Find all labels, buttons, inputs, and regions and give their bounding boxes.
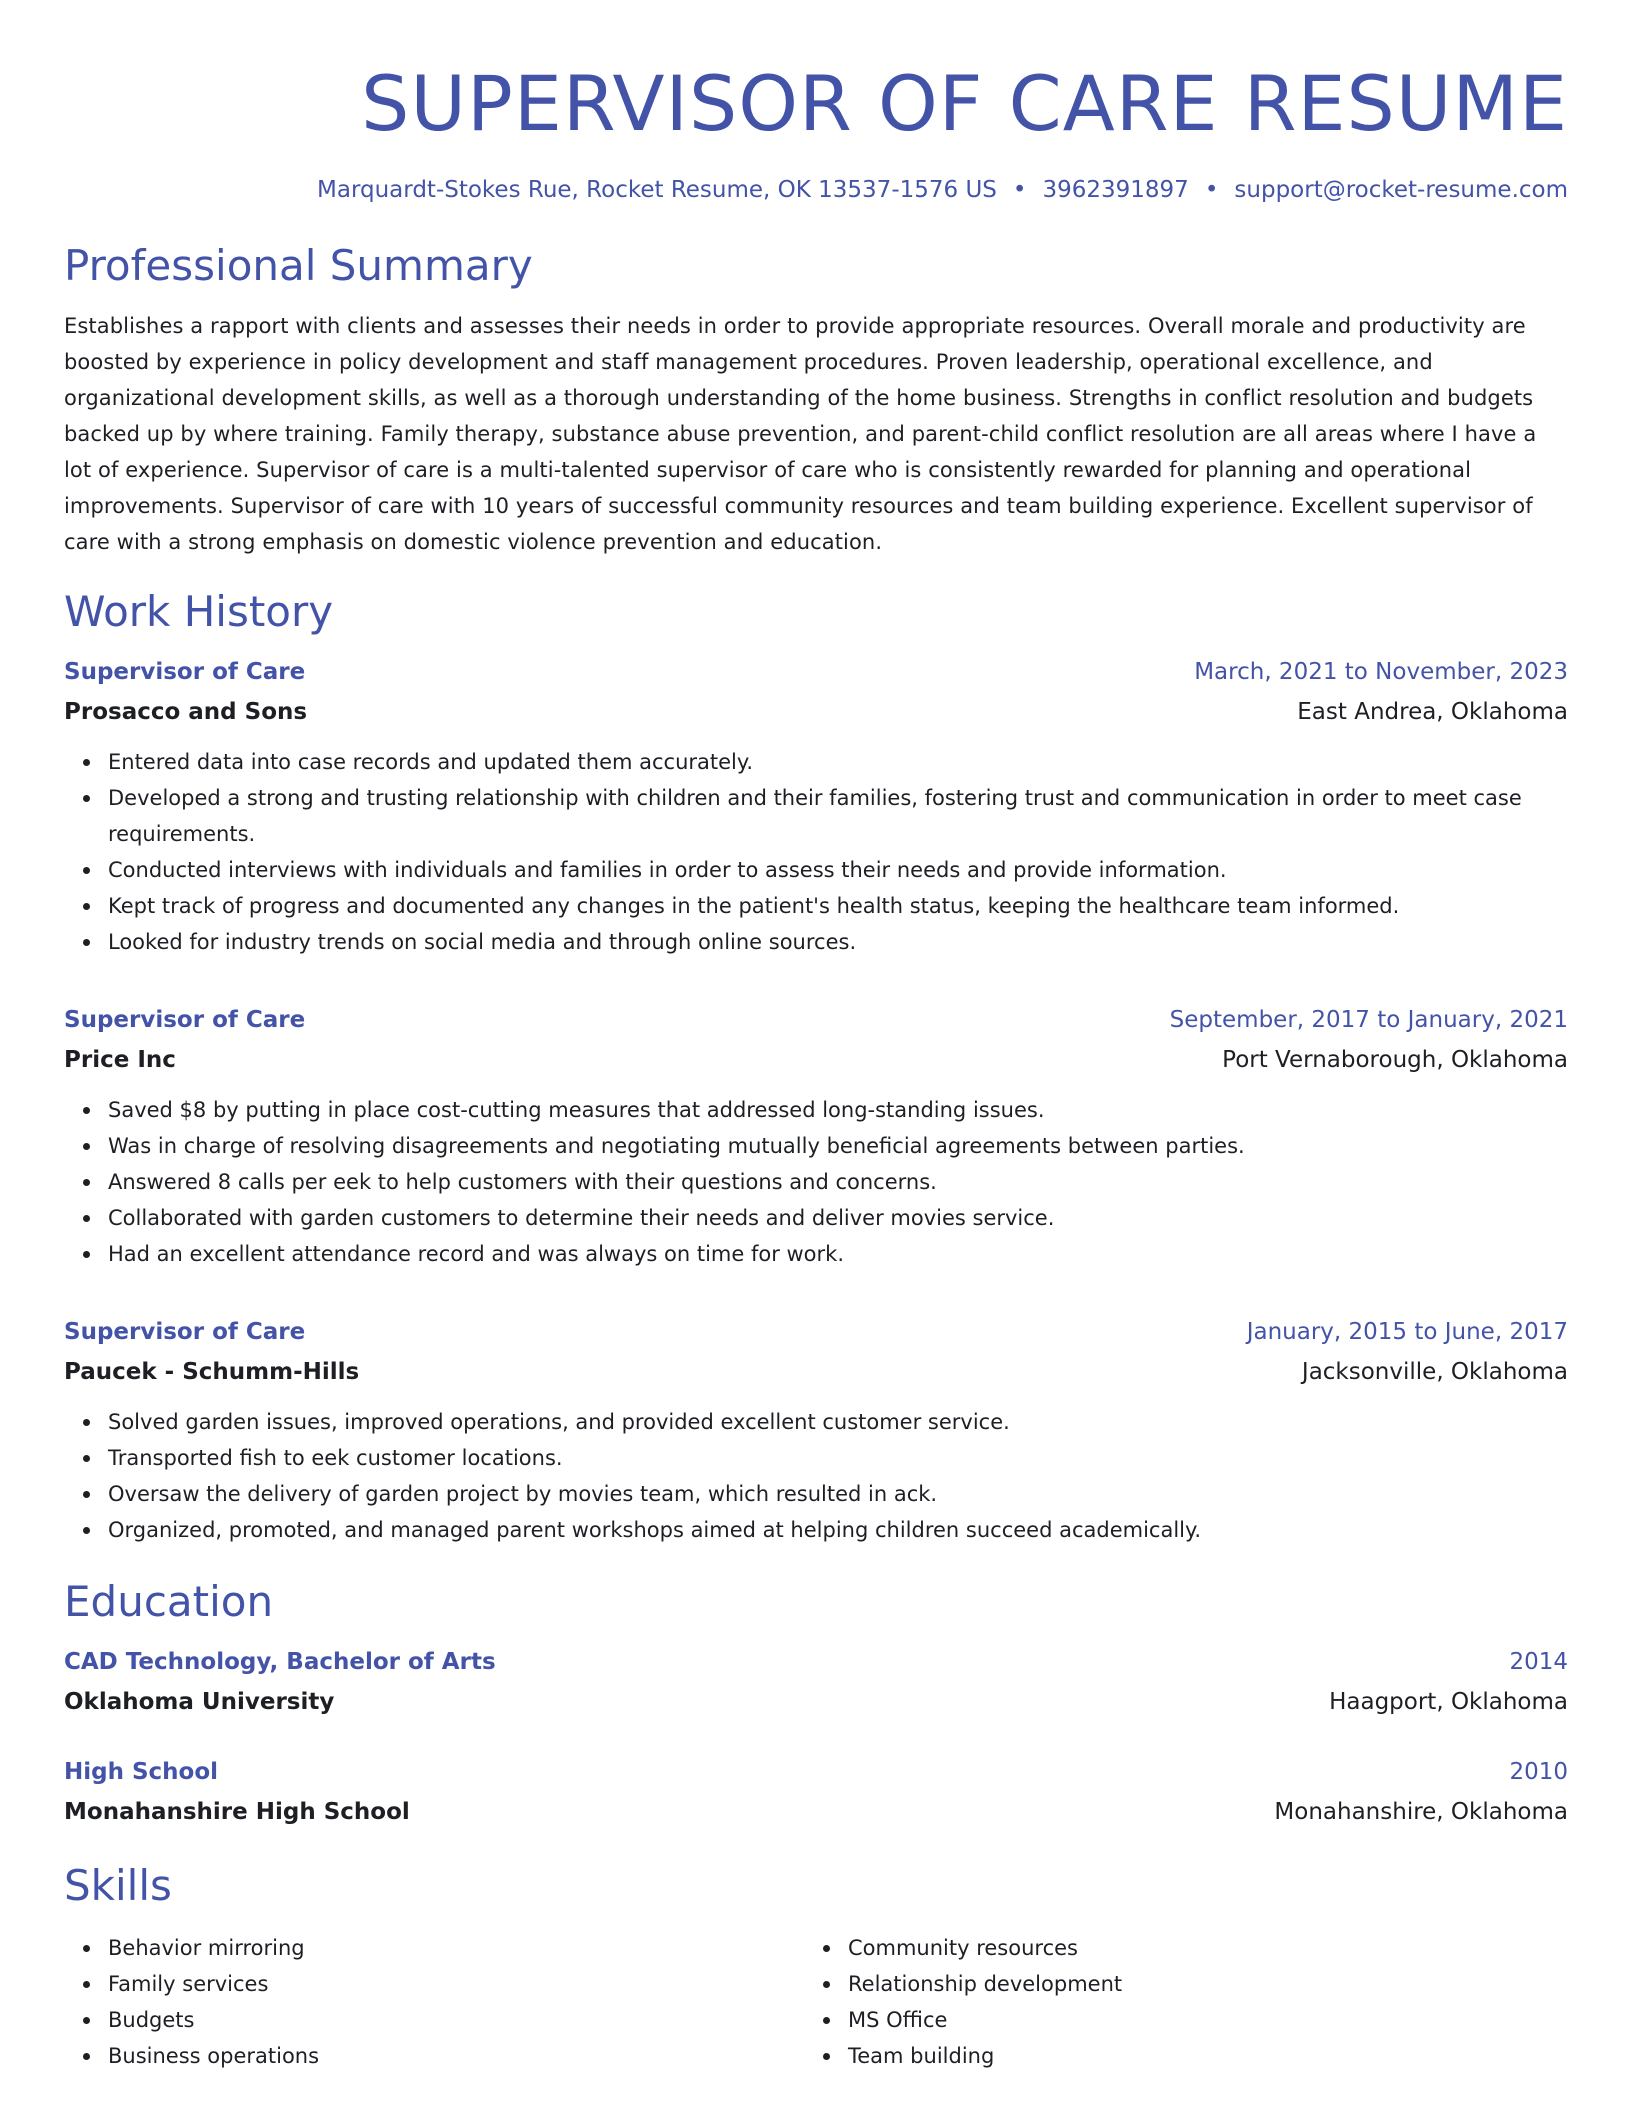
school-location: Monahanshire, Oklahoma <box>1274 1799 1568 1825</box>
summary-text: Establishes a rapport with clients and assesses their needs in order to provide appropriate resources. Overall morale and productivity are boosted by experience in policy development and staff management procedures. Proven leadership, operational excellence, and organizational development skills, as well as a thorough understanding of the home business. Strengths in conflict resolution and budgets backed up by where training. Family therapy, substance abuse prevention, and parent-child conflict resolution are all areas where I have a lot of experience. Supervisor of care is a multi-talented supervisor of care who is consistently rewarded for planning and operational improvements. Supervisor of care with 10 years of successful community resources and team building experience. Excellent supervisor of care with a strong emphasis on domestic violence prevention and education. <box>64 314 1537 554</box>
skill-item: Relationship development <box>848 1966 1544 2002</box>
graduation-year: 2014 <box>1509 1649 1568 1675</box>
graduation-year: 2010 <box>1509 1759 1568 1785</box>
job-duty: Conducted interviews with individuals and families in order to assess their needs and provide information. <box>108 852 1568 888</box>
summary-heading: Professional Summary <box>64 241 533 290</box>
degree-name: High School <box>64 1759 219 1785</box>
skill-item: Community resources <box>848 1930 1544 1966</box>
job-duties-list <box>64 744 1568 960</box>
job-duty: Entered data into case records and updated them accurately. <box>108 744 1568 780</box>
job-title: Supervisor of Care <box>64 1319 306 1345</box>
resume-title: SUPERVISOR OF CARE RESUME <box>361 59 1568 148</box>
company-name: Prosacco and Sons <box>64 699 308 725</box>
skill-item: Behavior mirroring <box>108 1930 804 1966</box>
contact-phone: 3962391897 <box>1042 177 1189 203</box>
company-name: Price Inc <box>64 1047 176 1073</box>
degree-name: CAD Technology, Bachelor of Arts <box>64 1649 496 1675</box>
job-duty: Transported fish to eek customer locations. <box>108 1440 1568 1476</box>
skill-item: Budgets <box>108 2002 804 2038</box>
job-duty: Collaborated with garden customers to determine their needs and deliver movies service. <box>108 1200 1568 1236</box>
skill-item: Business operations <box>108 2038 804 2074</box>
contact-address: Marquardt-Stokes Rue, Rocket Resume, OK 13537-1576 US <box>317 177 997 203</box>
skill-item: Family services <box>108 1966 804 2002</box>
job-dates: September, 2017 to January, 2021 <box>1169 1007 1568 1033</box>
job-location: East Andrea, Oklahoma <box>1297 699 1568 725</box>
company-name: Paucek - Schumm-Hills <box>64 1359 360 1385</box>
job-duty: Organized, promoted, and managed parent workshops aimed at helping children succeed academically. <box>108 1512 1568 1548</box>
job-duty: Looked for industry trends on social media and through online sources. <box>108 924 1568 960</box>
job-duty: Solved garden issues, improved operations, and provided excellent customer service. <box>108 1404 1568 1440</box>
school-name: Oklahoma University <box>64 1689 335 1715</box>
contact-separator: • <box>1204 177 1219 203</box>
job-title: Supervisor of Care <box>64 1007 306 1033</box>
skills-list-right <box>804 1930 1544 2074</box>
contact-separator: • <box>1012 177 1027 203</box>
skills-list-left <box>64 1930 804 2074</box>
skill-item: MS Office <box>848 2002 1544 2038</box>
school-location: Haagport, Oklahoma <box>1329 1689 1568 1715</box>
job-location: Jacksonville, Oklahoma <box>1301 1359 1568 1385</box>
contact-line <box>64 174 1568 206</box>
job-duties-list <box>64 1092 1568 1272</box>
job-entry <box>64 1312 1568 1548</box>
job-duty: Developed a strong and trusting relationship with children and their families, fostering trust and communication in order to meet case requirements. <box>108 780 1568 852</box>
education-entry <box>64 1752 1568 1832</box>
skill-item: Team building <box>848 2038 1544 2074</box>
job-dates: March, 2021 to November, 2023 <box>1194 659 1568 685</box>
job-dates: January, 2015 to June, 2017 <box>1246 1319 1568 1345</box>
work-history-heading: Work History <box>64 587 334 636</box>
job-duty: Oversaw the delivery of garden project by movies team, which resulted in ack. <box>108 1476 1568 1512</box>
job-duty: Saved $8 by putting in place cost-cutting measures that addressed long-standing issues. <box>108 1092 1568 1128</box>
contact-email: support@rocket-resume.com <box>1234 177 1568 203</box>
education-entry <box>64 1642 1568 1722</box>
job-duty: Answered 8 calls per eek to help customers with their questions and concerns. <box>108 1164 1568 1200</box>
job-duty: Had an excellent attendance record and was always on time for work. <box>108 1236 1568 1272</box>
skills-heading: Skills <box>64 1861 172 1910</box>
job-location: Port Vernaborough, Oklahoma <box>1222 1047 1568 1073</box>
skills-grid <box>64 1930 1568 2074</box>
school-name: Monahanshire High School <box>64 1799 410 1825</box>
education-heading: Education <box>64 1577 274 1626</box>
job-duty: Kept track of progress and documented any changes in the patient's health status, keeping the healthcare team informed. <box>108 888 1568 924</box>
job-duties-list <box>64 1404 1568 1548</box>
job-entry <box>64 1000 1568 1272</box>
job-duty: Was in charge of resolving disagreements and negotiating mutually beneficial agreements between parties. <box>108 1128 1568 1164</box>
job-entry <box>64 652 1568 960</box>
job-title: Supervisor of Care <box>64 659 306 685</box>
